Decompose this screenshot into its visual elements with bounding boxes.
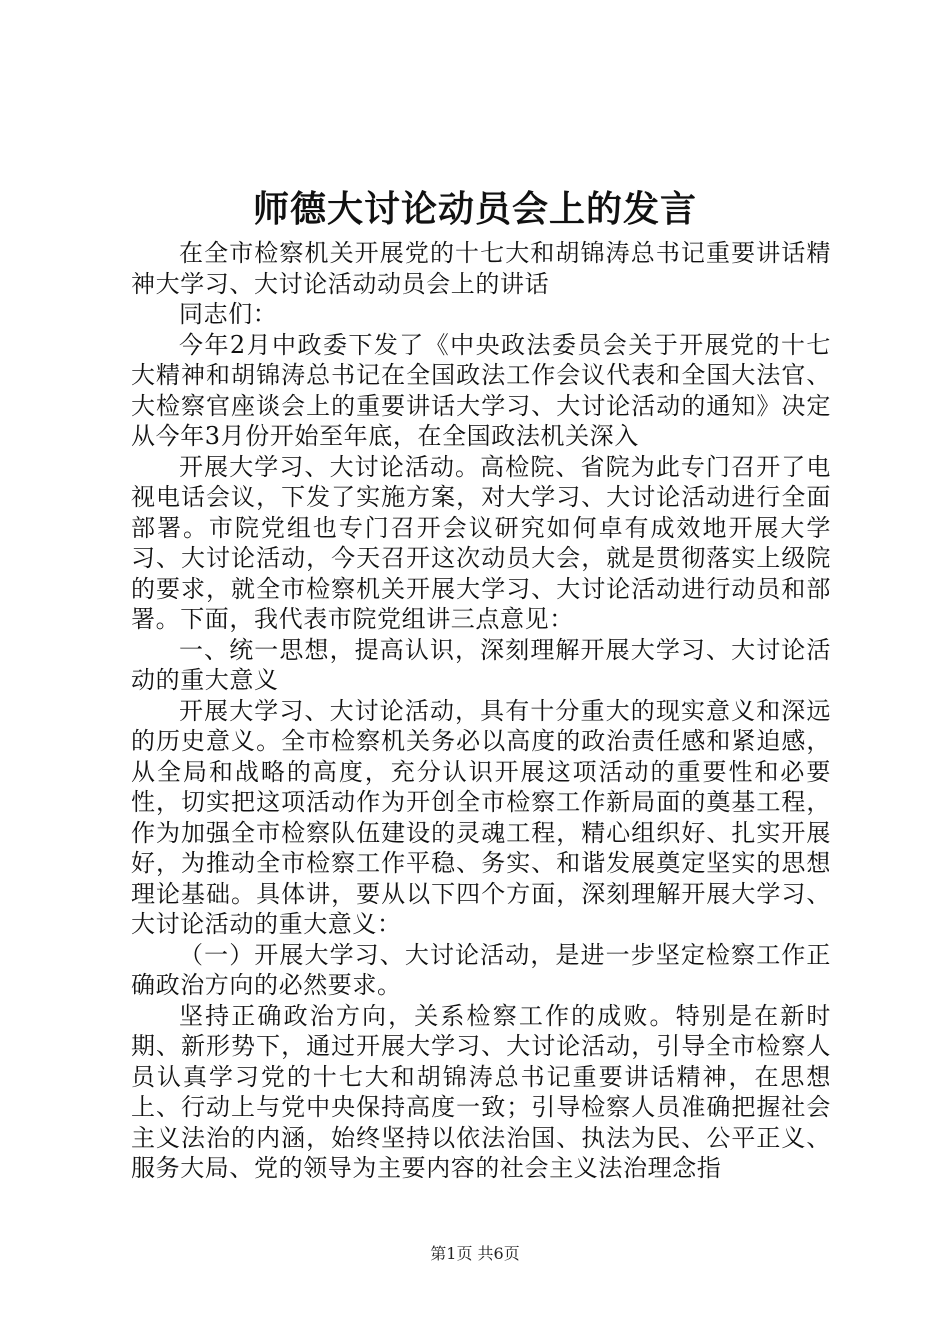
paragraph: 开展大学习、大讨论活动，具有十分重大的现实意义和深远的历史意义。全市检察机关务必以高度的政治责任感和紧迫感，从全局和战略的高度，充分认识开展这项活动的重要性和必要性，切实把这项活动作为开创全市检察工作新局面的奠基工程，作为加强全市检察队伍建设的灵魂工程，精心组织好、扎实开展好，为推动全市检察工作平稳、务实、和谐发展奠定坚实的思想理论基础。具体讲，要从以下四个方面，深刻理解开展大学习、大讨论活动的重大意义： <box>131 696 831 938</box>
paragraph: （一）开展大学习、大讨论活动，是进一步坚定检察工作正确政治方向的必然要求。 <box>131 940 831 999</box>
paragraph: 坚持正确政治方向，关系检察工作的成败。特别是在新时期、新形势下，通过开展大学习、大讨论活动，引导全市检察人员认真学习党的十七大和胡锦涛总书记重要讲话精神，在思想上、行动上与党中央保持高度一致；引导检察人员准确把握社会主义法治的内涵，始终坚持以依法治国、执法为民、公平正义、服务大局、党的领导为主要内容的社会主义法治理念指 <box>131 1001 831 1182</box>
paragraph: 今年2月中政委下发了《中央政法委员会关于开展党的十七大精神和胡锦涛总书记在全国政法工作会议代表和全国大法官、大检察官座谈会上的重要讲话大学习、大讨论活动的通知》决定从今年3月份开始至年底，在全国政法机关深入 <box>131 330 831 450</box>
paragraph: 开展大学习、大讨论活动。高检院、省院为此专门召开了电视电话会议，下发了实施方案，对大学习、大讨论活动进行全面部署。市院党组也专门召开会议研究如何卓有成效地开展大学习、大讨论活动，今天召开这次动员大会，就是贯彻落实上级院的要求，就全市检察机关开展大学习、大讨论活动进行动员和部署。下面，我代表市院党组讲三点意见： <box>131 452 831 633</box>
paragraph: 在全市检察机关开展党的十七大和胡锦涛总书记重要讲话精神大学习、大讨论活动动员会上的讲话 <box>131 239 831 298</box>
document-body <box>131 238 831 1184</box>
page-number: 第1页 <box>430 1244 473 1263</box>
page-total: 共6页 <box>477 1244 520 1263</box>
document-title: 师德大讨论动员会上的发言 <box>252 188 697 230</box>
page-footer <box>0 1244 950 1264</box>
paragraph: 同志们： <box>179 300 278 328</box>
paragraph: 一、统一思想，提高认识，深刻理解开展大学习、大讨论活动的重大意义 <box>131 635 831 694</box>
